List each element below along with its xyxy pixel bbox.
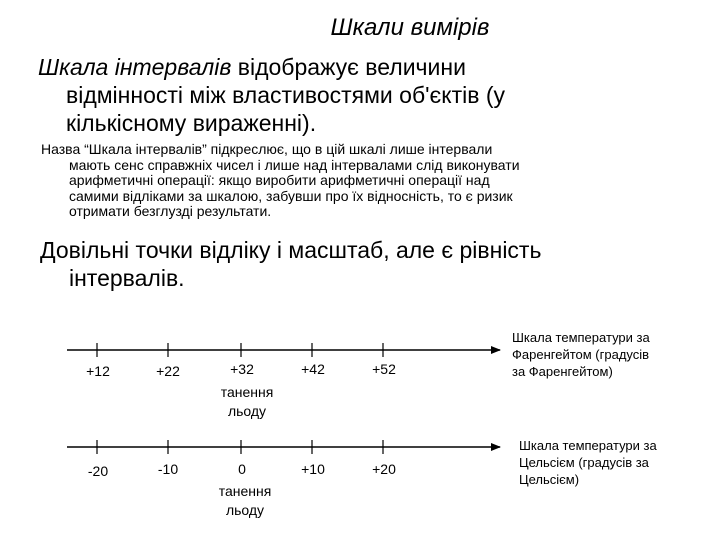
celsius-caption-line-1: Шкала температури за: [519, 438, 657, 453]
celsius-caption-line-3: Цельсієм): [519, 472, 580, 487]
celsius-tick-label-2: -10: [157, 461, 179, 477]
fahrenheit-caption-line-1: Шкала температури за: [512, 330, 650, 345]
note-line-5: отримати безглузді результати.: [69, 203, 272, 219]
fahrenheit-caption-line-3: за Фаренгейтом): [512, 364, 613, 379]
claim-line-2: інтервалів.: [69, 265, 185, 291]
celsius-tick-label-4: +10: [301, 461, 325, 477]
definition-line-1-rest: відображує величини: [231, 54, 466, 80]
note-line-2: мають сенс справжніх чисел і лише над інтервалами слід виконувати: [69, 156, 520, 173]
definition-line-2: відмінності між властивостями об'єктів (у: [66, 82, 505, 108]
fahrenheit-melting-annotation: [207, 383, 287, 421]
note-line-1: Назва “Шкала інтервалів” підкреслює, що в цій шкалі лише інтервали: [41, 141, 493, 157]
celsius-tick-label-1: -20: [87, 463, 109, 479]
fahrenheit-melting-line-1: танення: [220, 384, 274, 400]
celsius-caption-line-2: Цельсієм (градусів за: [519, 455, 649, 470]
note-line-4: самими відліками за шкалою, забувши про їх відносність, то є ризик: [69, 187, 513, 204]
claim-line-1: Довільні точки відліку і масштаб, але є рівність: [40, 237, 542, 263]
definition-line-3: кількісному вираженні).: [66, 110, 317, 136]
celsius-tick-label-3: 0: [238, 461, 246, 477]
fahrenheit-tick-label-4: +42: [301, 361, 325, 377]
fahrenheit-melting-line-2: льоду: [227, 403, 267, 419]
fahrenheit-tick-label-3: +32: [230, 361, 254, 377]
celsius-melting-line-1: танення: [218, 483, 272, 499]
celsius-melting-line-2: льоду: [225, 502, 265, 518]
slide-title-text: Шкали вимірів: [330, 14, 490, 41]
celsius-tick-label-5: +20: [372, 461, 396, 477]
fahrenheit-tick-label-5: +52: [372, 361, 396, 377]
fahrenheit-tick-label-1: +12: [86, 363, 110, 379]
fahrenheit-caption-line-2: Фаренгейтом (градусів: [512, 347, 650, 362]
celsius-melting-annotation: [205, 482, 285, 520]
definition-term: Шкала інтервалів: [38, 54, 232, 80]
fahrenheit-scale-caption: [512, 329, 702, 380]
fahrenheit-tick-label-2: +22: [156, 363, 180, 379]
celsius-scale-caption: [519, 437, 709, 488]
note-line-3: арифметичні операції: якщо виробити арифметичні операції над: [69, 172, 490, 188]
